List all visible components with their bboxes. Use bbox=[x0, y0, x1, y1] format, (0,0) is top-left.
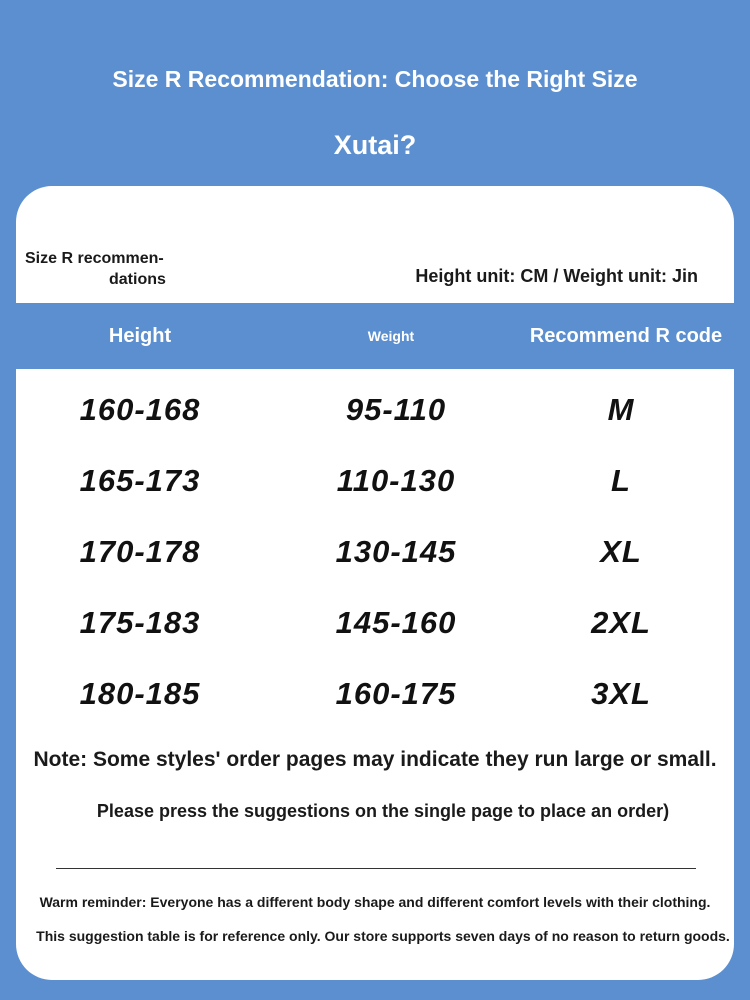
row-height: 170-178 bbox=[79, 534, 201, 569]
row-weight: 95-110 bbox=[345, 392, 447, 427]
row-code: L bbox=[611, 463, 631, 498]
row-weight: 130-145 bbox=[335, 534, 457, 569]
row-weight: 145-160 bbox=[335, 605, 457, 640]
header-weight: Weight bbox=[367, 328, 415, 344]
row-height: 165-173 bbox=[79, 463, 201, 498]
row-code: 3XL bbox=[591, 676, 651, 711]
table-row bbox=[16, 385, 734, 435]
order-instruction: Please press the suggestions on the single page to place an order) bbox=[96, 801, 670, 821]
table-header bbox=[16, 303, 734, 369]
note-text: Note: Some styles' order pages may indicate they run large or small. bbox=[33, 748, 717, 771]
brand-subtitle: Xutai? bbox=[333, 130, 417, 160]
return-policy: This suggestion table is for reference only. Our store supports seven days of no reason to return goods. bbox=[36, 928, 730, 944]
divider bbox=[56, 868, 696, 869]
size-card bbox=[16, 186, 734, 980]
row-code: XL bbox=[600, 534, 642, 569]
row-height: 175-183 bbox=[79, 605, 201, 640]
table-row bbox=[16, 669, 734, 719]
page-title: Size R Recommendation: Choose the Right Size bbox=[112, 66, 638, 92]
row-height: 160-168 bbox=[79, 392, 201, 427]
header-height: Height bbox=[108, 325, 172, 347]
unit-info: Height unit: CM / Weight unit: Jin bbox=[415, 266, 698, 286]
row-weight: 160-175 bbox=[335, 676, 457, 711]
rec-label-line1: Size R recommen- bbox=[25, 250, 164, 267]
table-row bbox=[16, 598, 734, 648]
row-code: M bbox=[607, 392, 635, 427]
row-weight: 110-130 bbox=[336, 463, 456, 498]
rec-label-line2: dations bbox=[109, 271, 166, 288]
table-row bbox=[16, 527, 734, 577]
table-row bbox=[16, 456, 734, 506]
size-recommendations-label bbox=[25, 248, 166, 290]
header-code: Recommend R code bbox=[529, 325, 723, 347]
row-code: 2XL bbox=[591, 605, 651, 640]
warm-reminder: Warm reminder: Everyone has a different body shape and different comfort levels with their clothing. bbox=[39, 894, 711, 910]
row-height: 180-185 bbox=[79, 676, 201, 711]
